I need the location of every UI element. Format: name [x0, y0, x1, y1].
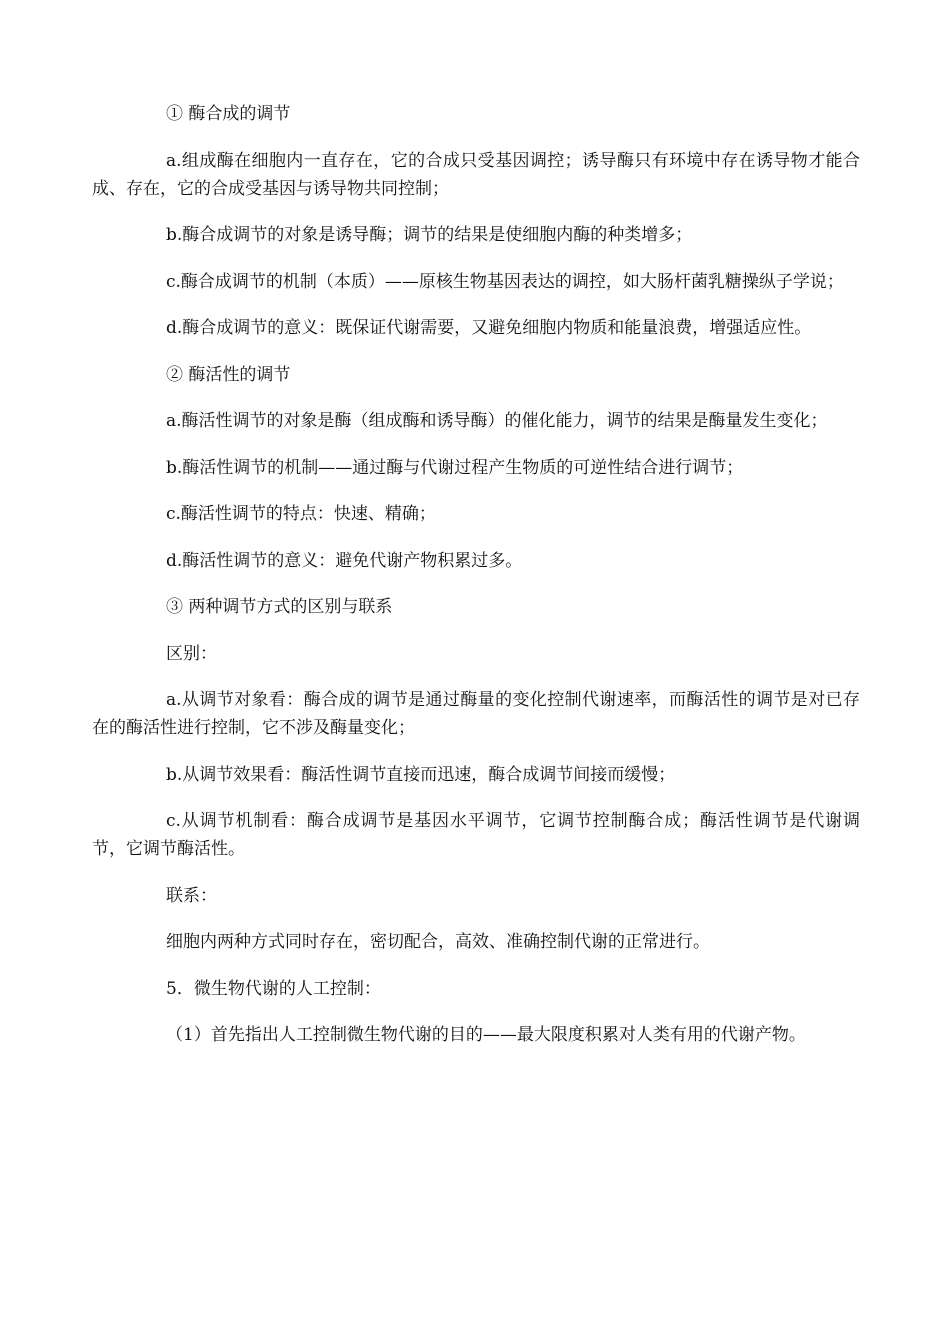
- paragraph-activity-features: c.酶活性调节的特点：快速、精确；: [166, 504, 436, 524]
- heading-differences-and-connections: ③ 两种调节方式的区别与联系: [166, 597, 393, 617]
- paragraph-difference-object: a.从调节对象看：酶合成的调节是通过酶量的变化控制代谢速率，而酶活性的调节是对已存在的酶活性进行控制，它不涉及酶量变化；: [92, 690, 860, 738]
- document-body: [92, 100, 860, 1068]
- paragraph-synthesis-target: b.酶合成调节的对象是诱导酶；调节的结果是使细胞内酶的种类增多；: [166, 225, 693, 245]
- paragraph-difference-mechanism: c.从调节机制看：酶合成调节是基因水平调节，它调节控制酶合成；酶活性调节是代谢调节，它调节酶活性。: [92, 811, 860, 859]
- paragraph-synthesis-mechanism: c.酶合成调节的机制（本质）——原核生物基因表达的调控，如大肠杆菌乳糖操纵子学说；: [166, 271, 844, 292]
- label-differences: 区别：: [166, 643, 217, 664]
- paragraph-difference-effect: b.从调节效果看：酶活性调节直接而迅速，酶合成调节间接而缓慢；: [166, 764, 676, 785]
- paragraph-activity-mechanism: b.酶活性调节的机制——通过酶与代谢过程产生物质的可逆性结合进行调节；: [166, 457, 744, 478]
- label-connections: 联系：: [166, 885, 217, 906]
- paragraph-artificial-control-purpose: （1）首先指出人工控制微生物代谢的目的——最大限度积累对人类有用的代谢产物。: [166, 1025, 806, 1045]
- paragraph-constitutive-vs-inducible: a.组成酶在细胞内一直存在，它的合成只受基因调控；诱导酶只有环境中存在诱导物才能合成、存在，它的合成受基因与诱导物共同控制；: [92, 150, 860, 199]
- heading-enzyme-activity-regulation: ② 酶活性的调节: [166, 364, 291, 385]
- paragraph-synthesis-significance: d.酶合成调节的意义：既保证代谢需要，又避免细胞内物质和能量浪费，增强适应性。: [166, 318, 812, 338]
- paragraph-activity-significance: d.酶活性调节的意义：避免代谢产物积累过多。: [166, 550, 523, 571]
- heading-enzyme-synthesis-regulation: ① 酶合成的调节: [166, 104, 291, 124]
- paragraph-connection-text: 细胞内两种方式同时存在，密切配合，高效、准确控制代谢的正常进行。: [166, 932, 710, 952]
- heading-artificial-control: 5．微生物代谢的人工控制：: [166, 978, 381, 999]
- paragraph-activity-target: a.酶活性调节的对象是酶（组成酶和诱导酶）的催化能力，调节的结果是酶量发生变化；: [166, 411, 828, 431]
